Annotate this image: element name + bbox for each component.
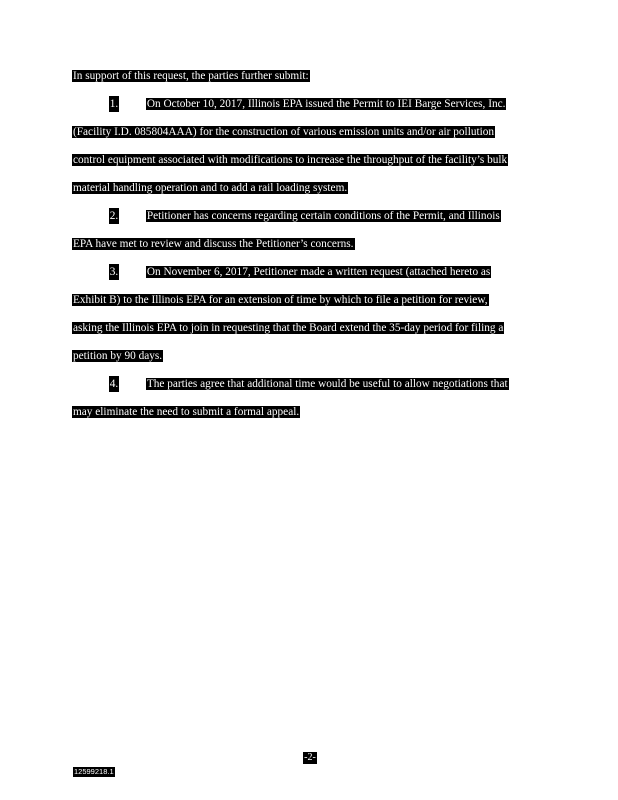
paragraph-4-number: 4. [109, 378, 119, 390]
paragraph-1-first-line [109, 96, 506, 112]
paragraph-3-line-3: asking the Illinois EPA to join in requesting that the Board extend the 35-day period for filing a [73, 322, 504, 334]
paragraph-1-line-4: material handling operation and to add a rail loading system. [73, 182, 348, 194]
paragraph-3-line [72, 292, 489, 308]
paragraph-4-line-2: may eliminate the need to submit a formal appeal. [73, 406, 300, 418]
paragraph-3-line-1: On November 6, 2017, Petitioner made a written request (attached hereto as [146, 266, 491, 278]
paragraph-1-line [72, 152, 508, 168]
paragraph-3-number: 3. [109, 266, 119, 278]
paragraph-2-number: 2. [109, 210, 119, 222]
paragraph-1-line-1: On October 10, 2017, Illinois EPA issued the Permit to IEI Barge Services, Inc. [146, 98, 506, 110]
paragraph-3-line-4: petition by 90 days. [73, 350, 163, 362]
paragraph-1-line [72, 180, 348, 196]
paragraph-4-first-line [109, 376, 509, 392]
paragraph-3-line [72, 320, 504, 336]
document-id: 12599218.1 [74, 767, 114, 776]
intro-text: In support of this request, the parties further submit: [73, 70, 309, 82]
paragraph-1-line-2: (Facility I.D. 085804AAA) for the construction of various emission units and/or air pollution [73, 126, 495, 138]
paragraph-2-line-1: Petitioner has concerns regarding certain conditions of the Permit, and Illinois [146, 210, 500, 222]
paragraph-1-line [72, 124, 495, 140]
paragraph-3-line [72, 348, 163, 364]
paragraph-3-first-line [109, 264, 491, 280]
paragraph-1-line-3: control equipment associated with modifications to increase the throughput of the facility’s bulk [73, 154, 508, 166]
intro-line [72, 68, 310, 84]
paragraph-4-line-1: The parties agree that additional time would be useful to allow negotiations that [146, 378, 508, 390]
paragraph-1-number: 1. [109, 98, 119, 110]
paragraph-3-line-2: Exhibit B) to the Illinois EPA for an extension of time by which to file a petition for review, [73, 294, 488, 306]
page-number: -2- [304, 752, 316, 763]
paragraph-2-line-2: EPA have met to review and discuss the Petitioner’s concerns. [73, 238, 354, 250]
paragraph-4-line [72, 404, 300, 420]
paragraph-2-first-line [109, 208, 501, 224]
paragraph-2-line [72, 236, 355, 252]
